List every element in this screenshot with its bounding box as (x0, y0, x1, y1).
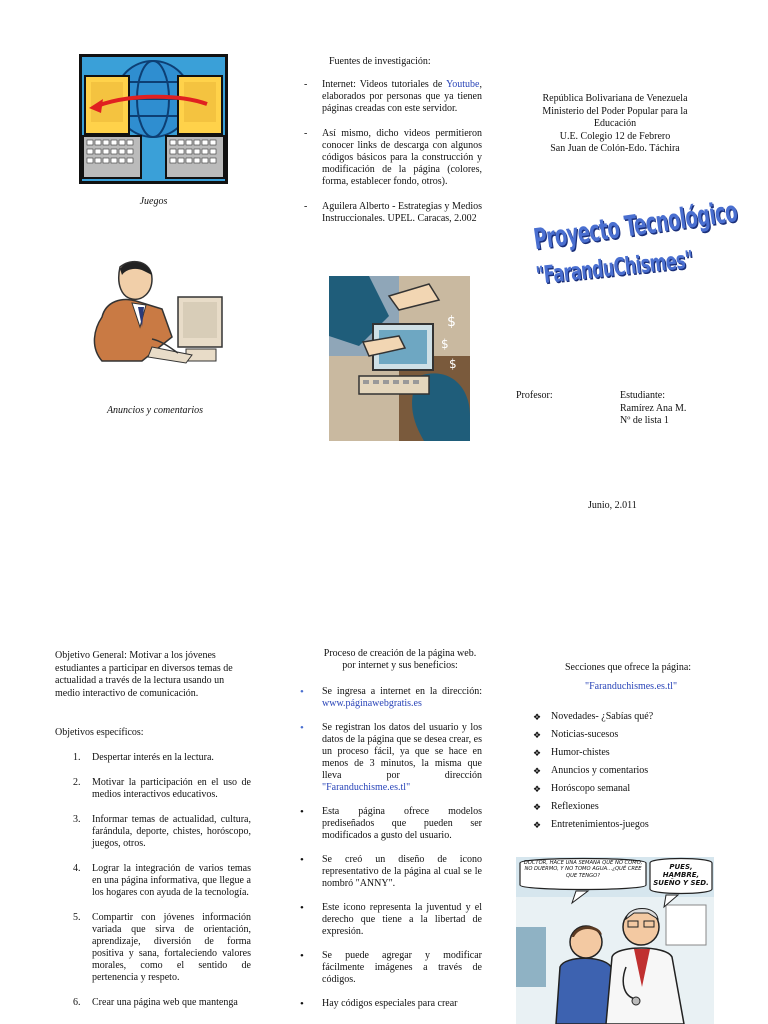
institution-line: República Bolivariana de Venezuela (542, 93, 688, 104)
diamond-bullet-icon: ❖ (533, 748, 542, 758)
source-item: - Internet: Videos tutoriales de Youtube, elaborados por personas que ya tienen páginas creadas con este servidor. (304, 79, 482, 115)
project-title-art (528, 195, 740, 310)
institution-line: Ministerio del Poder Popular para la (542, 105, 688, 117)
section-item: ❖ Horóscopo semanal (533, 783, 631, 794)
objective-item: 1. Despertar interés en la lectura. (73, 752, 214, 763)
diamond-bullet-icon: ❖ (533, 766, 542, 776)
process-item: • Esta página ofrece modelos prediseñados que pueden ser modificados a gusto del usuario. (300, 806, 482, 841)
juegos-caption: Juegos (139, 196, 168, 207)
source-item: - Aguilera Alberto - Estrategias y Medios Instruccionales. UPEL. Caracas, 2.002 (304, 201, 482, 225)
diamond-bullet-icon: ❖ (533, 784, 542, 794)
svg-text:$: $ (441, 337, 449, 351)
process-item: • Se registran los datos del usuario y los datos de la página que se desea crear, es un proceso fácil, ya que se hace en menos de 3 minutos, la misma que lleva por dirección "Faranduchisme.es.tl" (300, 722, 482, 793)
student-block (620, 390, 686, 428)
estudiante-name: Ramírez Ana M. (620, 402, 687, 414)
institution-line: U.E. Colegio 12 de Febrero (559, 130, 671, 142)
institution-block (520, 93, 710, 156)
section-item: ❖ Entretenimientos-juegos (533, 819, 649, 830)
estudiante-label: Estudiante: (620, 390, 665, 401)
diamond-bullet-icon: ❖ (533, 730, 542, 740)
process-item: • Se ingresa a internet en la dirección: www.páginawebgratis.es (300, 686, 482, 709)
anuncios-caption: Anuncios y comentarios (106, 405, 204, 416)
date: Junio, 2.011 (588, 500, 637, 511)
faranduchisme-link[interactable]: "Faranduchisme.es.tl" (322, 782, 411, 793)
institution-line: Educación (593, 118, 637, 129)
sections-heading: Secciones que ofrece la página: (565, 662, 692, 673)
section-item: ❖ Anuncios y comentarios (533, 765, 649, 776)
project-title-line1: Proyecto Tecnológico (531, 195, 740, 258)
process-item: • Se creó un diseño de icono representativo de la página al cual se le nombró "ANNY". (300, 854, 482, 889)
objective-item: 3. Informar temas de actualidad, cultura, farándula, deporte, chistes, horóscopo, juegos, otros. (73, 814, 251, 849)
lista-number: Nº de lista 1 (620, 415, 669, 426)
general-objective: Objetivo General: Motivar a los jóvenes estudiantes a participar en diversos temas de actualidad a través de la lectura usando un medio interactivo de comunicación. (55, 650, 233, 699)
specific-objectives-list (55, 752, 251, 1022)
objective-item: 2. Motivar la participación en el uso de medios interactivos educativos. (73, 777, 251, 800)
comic-bubble-doctor: PUES, HAMBRE, SUEÑO Y SED. (653, 863, 709, 887)
comic-bubble-patient: DOCTOR, HACE UNA SEMANA QUE NO COMO, NO DUERMO, Y NO TOMO AGUA...¿QUÉ CREE QUE TENGO? (523, 860, 643, 879)
diamond-bullet-icon: ❖ (533, 712, 542, 722)
section-item: ❖ Noticias-sucesos (533, 729, 619, 740)
source-item: - Así mismo, dicho videos permitieron conocer links de descarga con algunos códigos básicos para la construcción y modificación de la página (colores, forma, establecer fondo, otros). (304, 128, 482, 188)
objective-item: 5. Compartir con jóvenes información variada que sirva de orientación, aprendizaje, diversión de forma positiva y sana, fortaleciendo valores morales, como el sentido de pertenencia y respeto. (73, 912, 251, 983)
svg-text:$: $ (449, 357, 457, 371)
process-heading: Proceso de creación de la página web. por internet y sus beneficios: (323, 648, 477, 671)
doctor-comic (516, 857, 714, 1024)
institution-line: San Juan de Colón-Edo. Táchira (550, 143, 680, 154)
specific-heading: Objetivos específicos: (55, 727, 144, 738)
project-title-line2: "FaranduChismes" (534, 244, 695, 290)
section-item: ❖ Novedades- ¿Sabías qué? (533, 711, 654, 722)
paginawebgratis-link[interactable]: www.páginawebgratis.es (322, 698, 422, 709)
svg-text:$: $ (447, 314, 456, 330)
diamond-bullet-icon: ❖ (533, 820, 542, 830)
computer-hand-clipart (329, 276, 470, 441)
diamond-bullet-icon: ❖ (533, 802, 542, 812)
section-item: ❖ Reflexiones (533, 801, 599, 812)
process-item: • Hay códigos especiales para crear (300, 998, 458, 1010)
sources-list (304, 79, 482, 238)
section-item: ❖ Humor-chistes (533, 747, 610, 758)
process-item: • Este icono representa la juventud y el derecho que tiene a la libertad de expresión. (300, 902, 482, 937)
sources-heading: Fuentes de investigación: (329, 56, 431, 67)
profesor-label: Profesor: (516, 390, 553, 401)
sections-list (531, 711, 711, 837)
juegos-clipart (79, 54, 228, 184)
youtube-link[interactable]: Youtube (446, 79, 480, 90)
site-link[interactable]: "Faranduchismes.es.tl" (585, 681, 678, 692)
objective-item: 4. Lograr la integración de varios temas en una página informativa, que llegue a los hogares con ayuda de la tecnología. (73, 863, 251, 898)
process-list (300, 686, 482, 1022)
objective-item: 6. Crear una página web que mantenga (73, 997, 238, 1008)
process-item: • Se puede agregar y modificar fácilmente imágenes a través de códigos. (300, 950, 482, 985)
businessman-clipart (82, 257, 224, 382)
